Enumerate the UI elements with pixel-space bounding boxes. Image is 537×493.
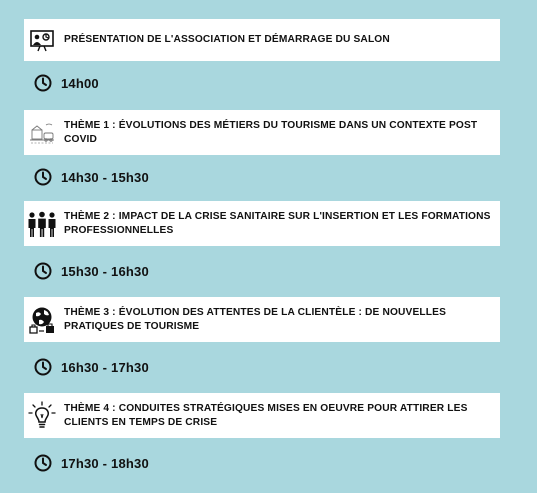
clock-icon xyxy=(34,358,52,376)
session-time-text-3: 15h30 - 16h30 xyxy=(61,263,149,279)
presentation-icon xyxy=(27,25,57,55)
session-time-4 xyxy=(34,356,149,378)
globe-travel-icon xyxy=(27,305,57,335)
session-card-5 xyxy=(24,393,500,438)
session-time-text-1: 14h00 xyxy=(61,75,99,91)
session-title-5: THÈME 4 : CONDUITES STRATÉGIQUES MISES EN OEUVRE POUR ATTIRER LES CLIENTS EN TEMPS DE CRISE xyxy=(64,402,468,428)
clock-icon xyxy=(34,262,52,280)
session-card-4 xyxy=(24,297,500,342)
session-card-1 xyxy=(24,19,500,61)
clock-icon xyxy=(34,168,52,186)
session-time-3 xyxy=(34,260,149,282)
session-title-1: PRÉSENTATION DE L'ASSOCIATION ET DÉMARRAGE DU SALON xyxy=(64,34,390,45)
clock-icon xyxy=(34,74,52,92)
session-time-text-5: 17h30 - 18h30 xyxy=(61,455,149,471)
session-time-2 xyxy=(34,166,149,188)
people-group-icon xyxy=(27,209,57,239)
session-time-1 xyxy=(34,72,99,94)
session-title-4: THÈME 3 : ÉVOLUTION DES ATTENTES DE LA CLIENTÈLE : DE NOUVELLES PRATIQUES DE TOURISME xyxy=(64,306,447,332)
session-title-2: THÈME 1 : ÉVOLUTIONS DES MÉTIERS DU TOURISME DANS UN CONTEXTE POST COVID xyxy=(64,119,478,145)
session-card-2 xyxy=(24,110,500,155)
session-time-text-4: 16h30 - 17h30 xyxy=(61,359,149,375)
session-time-text-2: 14h30 - 15h30 xyxy=(61,169,149,185)
session-title-3: THÈME 2 : IMPACT DE LA CRISE SANITAIRE SUR L'INSERTION ET LES FORMATIONS PROFESSIONNELLES xyxy=(64,210,491,236)
clock-icon xyxy=(34,454,52,472)
travel-sketch-icon xyxy=(27,118,57,148)
session-card-3 xyxy=(24,201,500,246)
session-time-5 xyxy=(34,452,149,474)
lightbulb-idea-icon xyxy=(27,401,57,431)
